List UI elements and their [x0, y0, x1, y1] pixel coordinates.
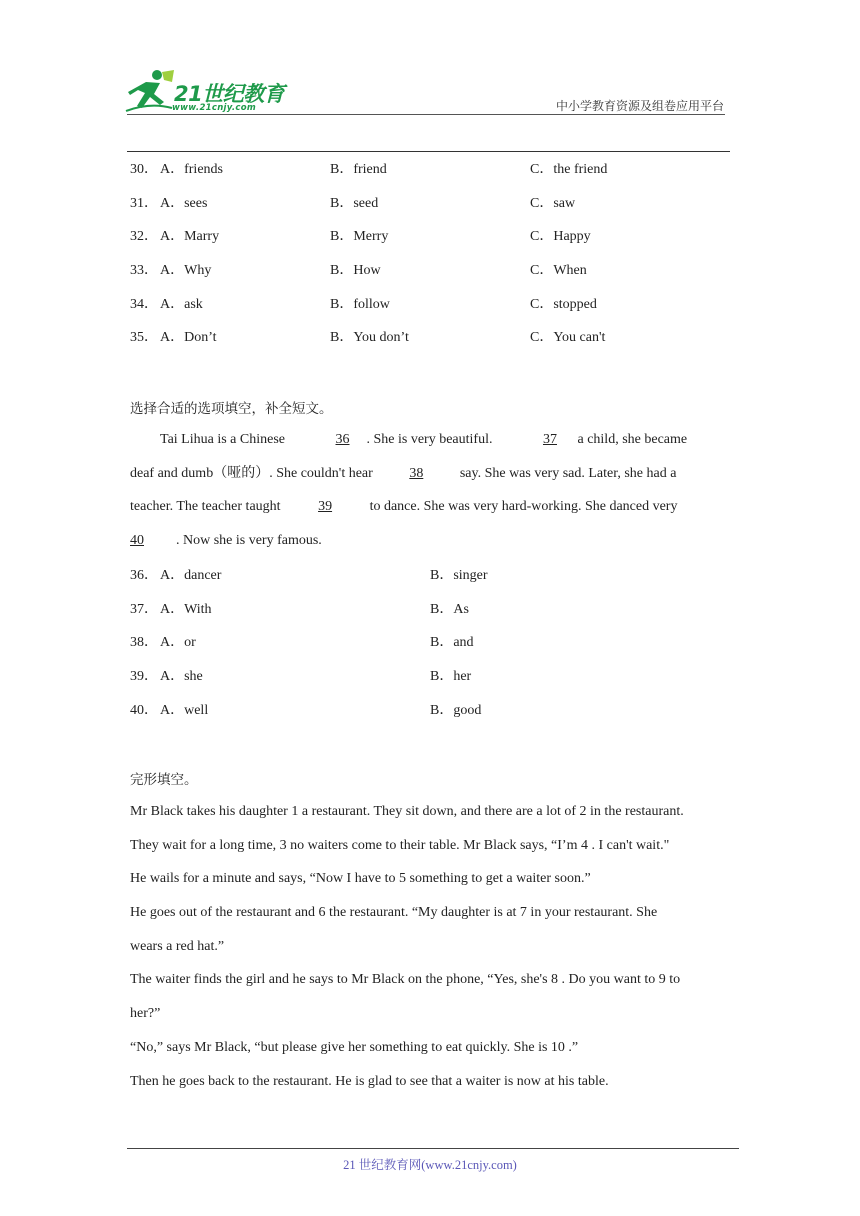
blank-36: 36 — [335, 432, 350, 447]
passage-text: teacher. The teacher taught — [130, 499, 285, 515]
section-instruction: 选择合适的选项填空，补全短文。 — [130, 401, 333, 417]
header-divider — [127, 114, 725, 115]
option-b: B．You don’t — [330, 330, 409, 346]
option-a: A．Why — [160, 263, 212, 279]
passage-line-1 — [130, 423, 732, 457]
option-b: B．How — [330, 263, 381, 279]
option-b: B．and — [430, 635, 474, 651]
cloze-line: He goes out of the restaurant and 6 the restaurant. “My daughter is at 7 in your restaurant. She — [130, 905, 658, 921]
option-b: B．her — [430, 669, 472, 685]
option-a: A．or — [160, 635, 196, 651]
question-number: 30． — [130, 162, 158, 177]
logo — [124, 68, 294, 118]
question-number: 31． — [130, 195, 158, 211]
option-b: B．good — [430, 702, 482, 718]
passage-text: . She is very beautiful. — [366, 432, 496, 447]
option-a: A．friends — [160, 162, 223, 177]
cloze-line: Mr Black takes his daughter 1 a restaurant. They sit down, and there are a lot of 2 in the restaurant. — [130, 804, 684, 819]
question-number: 32． — [130, 229, 158, 245]
passage-text: deaf and dumb（哑的）. She couldn't hear — [130, 465, 377, 481]
option-c: C．stopped — [530, 296, 597, 312]
logo-text: 21世纪教育 — [174, 82, 285, 106]
cloze-line: He wails for a minute and says, “Now I have to 5 something to get a waiter soon.” — [130, 871, 591, 887]
footer-divider — [127, 1148, 739, 1149]
option-a: A．Marry — [160, 229, 220, 245]
option-b: B．friend — [330, 162, 387, 177]
option-c: C．When — [530, 263, 587, 279]
cloze-line: wears a red hat.” — [130, 938, 225, 954]
passage-text: say. She was very sad. Later, she had a — [456, 465, 677, 481]
question-number: 34． — [130, 296, 158, 312]
logo-url: www.21cnjy.com — [172, 103, 256, 113]
option-a: A．sees — [160, 195, 208, 211]
option-c: C．Happy — [530, 229, 591, 245]
passage-text: Tai Lihua is a Chinese — [160, 432, 289, 447]
page-header — [0, 0, 860, 130]
option-a: A．she — [160, 669, 203, 685]
platform-name: 中小学教育资源及组卷应用平台 — [555, 99, 724, 113]
option-b: B．seed — [330, 195, 379, 211]
option-a: A．Don’t — [160, 330, 217, 346]
cloze-line: They wait for a long time, 3 no waiters come to their table. Mr Black says, “I’m 4 . I can't wait." — [130, 837, 670, 853]
blank-37: 37 — [542, 432, 557, 447]
passage-text: a child, she became — [573, 432, 688, 447]
runner-logo-icon — [124, 68, 176, 114]
question-number: 35． — [130, 330, 158, 346]
question-number: 33． — [130, 263, 158, 279]
option-a: A．ask — [160, 296, 203, 312]
section-instruction: 完形填空。 — [130, 772, 198, 788]
blank-38: 38 — [409, 465, 424, 481]
option-c: C．You can't — [530, 330, 606, 346]
passage-line-4 — [130, 524, 732, 558]
option-b: B．As — [430, 601, 469, 617]
page-footer: 21 世纪教育网(www.21cnjy.com) — [343, 1158, 517, 1172]
cloze-line: her?” — [130, 1006, 161, 1022]
option-b: B．follow — [330, 296, 390, 312]
cloze-line: Then he goes back to the restaurant. He is glad to see that a waiter is now at his table. — [130, 1073, 609, 1089]
question-number: 39． — [130, 669, 158, 685]
option-a: A．well — [160, 702, 209, 718]
question-number: 38． — [130, 635, 158, 651]
passage-text: . Now she is very famous. — [176, 533, 322, 549]
section-divider — [127, 151, 730, 152]
passage-text: to dance. She was very hard-working. She danced very — [366, 499, 678, 515]
cloze-line: The waiter finds the girl and he says to Mr Black on the phone, “Yes, she's 8 . Do you want to 9 to — [130, 972, 681, 988]
option-c: C．the friend — [530, 162, 608, 177]
passage-line-2 — [130, 457, 732, 491]
cloze-line: “No,” says Mr Black, “but please give her something to eat quickly. She is 10 .” — [130, 1039, 579, 1055]
blank-40: 40 — [130, 533, 144, 549]
question-number: 36． — [130, 568, 158, 583]
cloze-passage — [130, 795, 740, 1098]
passage-line-3 — [130, 490, 732, 524]
passage-paragraph — [130, 423, 732, 558]
option-a: A．dancer — [160, 568, 222, 583]
option-b: B．singer — [430, 568, 488, 583]
option-c: C．saw — [530, 195, 576, 211]
option-a: A．With — [160, 601, 212, 617]
question-number: 40． — [130, 702, 158, 718]
blank-39: 39 — [318, 499, 333, 515]
question-number: 37． — [130, 601, 158, 617]
option-b: B．Merry — [330, 229, 389, 245]
